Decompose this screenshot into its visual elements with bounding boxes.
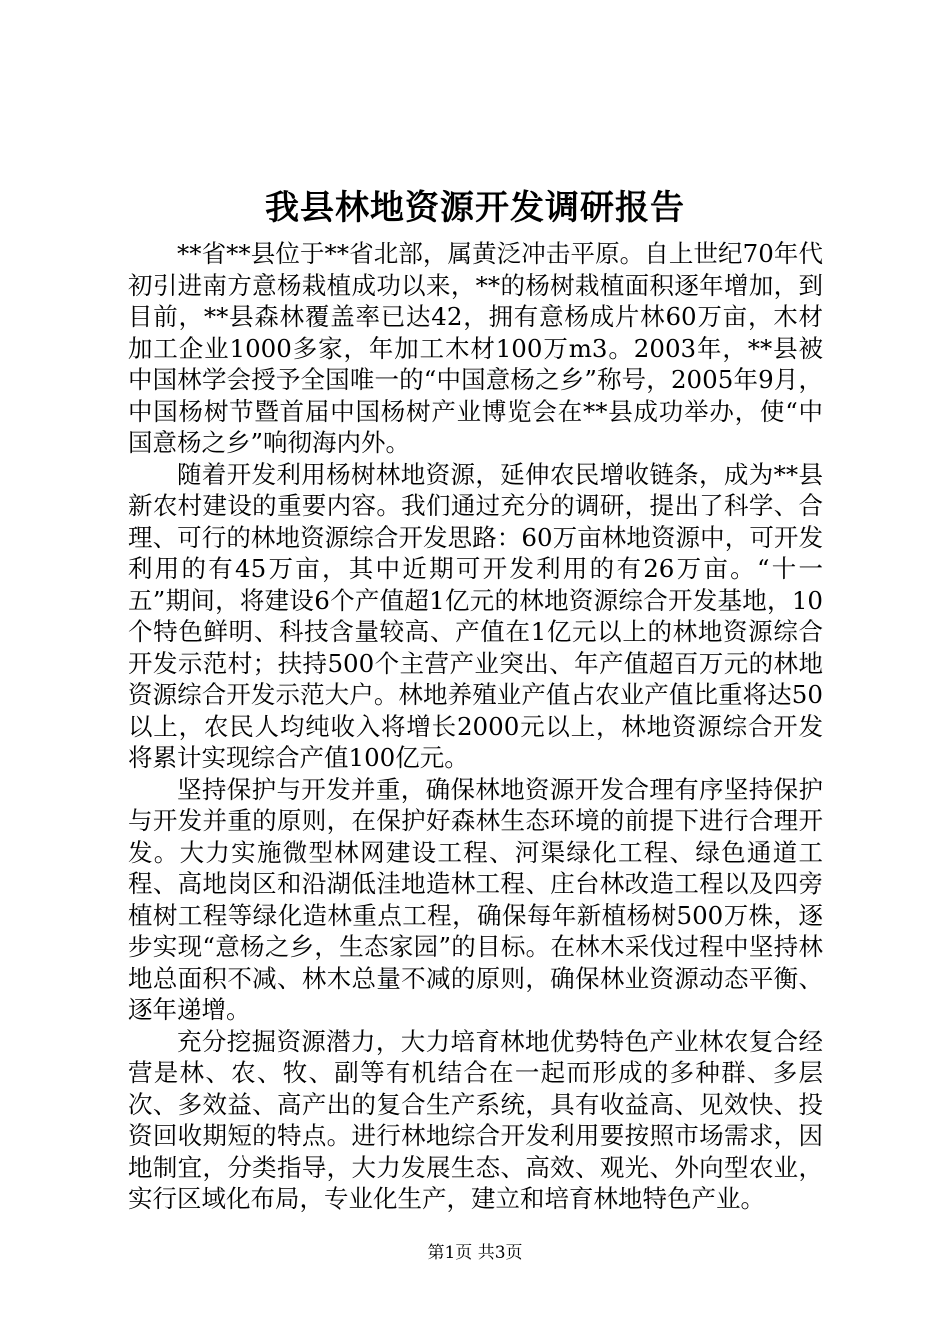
paragraph-1: **省**县位于**省北部，属黄泛冲击平原。自上世纪70年代初引进南方意杨栽植成功以来，**的杨树栽植面积逐年增加，到目前，**县森林覆盖率已达42，拥有意杨成片林60万亩，木材加工企业1000多家，年加工木材100万m3。2003年，**县被中国林学会授予全国唯一的“中国意杨之乡”称号，2005年9月，中国杨树节暨首届中国杨树产业博览会在**县成功举办，使“中国意杨之乡”响彻海内外。: [128, 239, 823, 457]
document-title: 我县林地资源开发调研报告: [265, 188, 685, 228]
paragraph-3: 坚持保护与开发并重，确保林地资源开发合理有序坚持保护与开发并重的原则，在保护好森林生态环境的前提下进行合理开发。大力实施微型林网建设工程、河渠绿化工程、绿色通道工程、高地岗区和沿湖低洼地造林工程、庄台林改造工程以及四旁植树工程等绿化造林重点工程，确保每年新植杨树500万株，逐步实现“意杨之乡，生态家园”的目标。在林木采伐过程中坚持林地总面积不减、林木总量不减的原则，确保林业资源动态平衡、逐年递增。: [128, 774, 823, 1024]
page-footer: 第1页 共3页: [427, 1243, 523, 1263]
paragraph-4: 充分挖掘资源潜力，大力培育林地优势特色产业林农复合经营是林、农、牧、副等有机结合在一起而形成的多种群、多层次、多效益、高产出的复合生产系统，具有收益高、见效快、投资回收期短的特点。进行林地综合开发利用要按照市场需求，因地制宜，分类指导，大力发展生态、高效、观光、外向型农业，实行区域化布局，专业化生产，建立和培育林地特色产业。: [128, 1026, 823, 1213]
document-body: [128, 238, 823, 1215]
paragraph-2: 随着开发利用杨树林地资源，延伸农民增收链条，成为**县新农村建设的重要内容。我们通过充分的调研，提出了科学、合理、可行的林地资源综合开发思路：60万亩林地资源中，可开发利用的有45万亩，其中近期可开发利用的有26万亩。“十一五”期间，将建设6个产值超1亿元的林地资源综合开发基地，10个特色鲜明、科技含量较高、产值在1亿元以上的林地资源综合开发示范村；扶持500个主营产业突出、年产值超百万元的林地资源综合开发示范大户。林地养殖业产值占农业产值比重将达50以上，农民人均纯收入将增长2000元以上，林地资源综合开发将累计实现综合产值100亿元。: [128, 459, 823, 772]
